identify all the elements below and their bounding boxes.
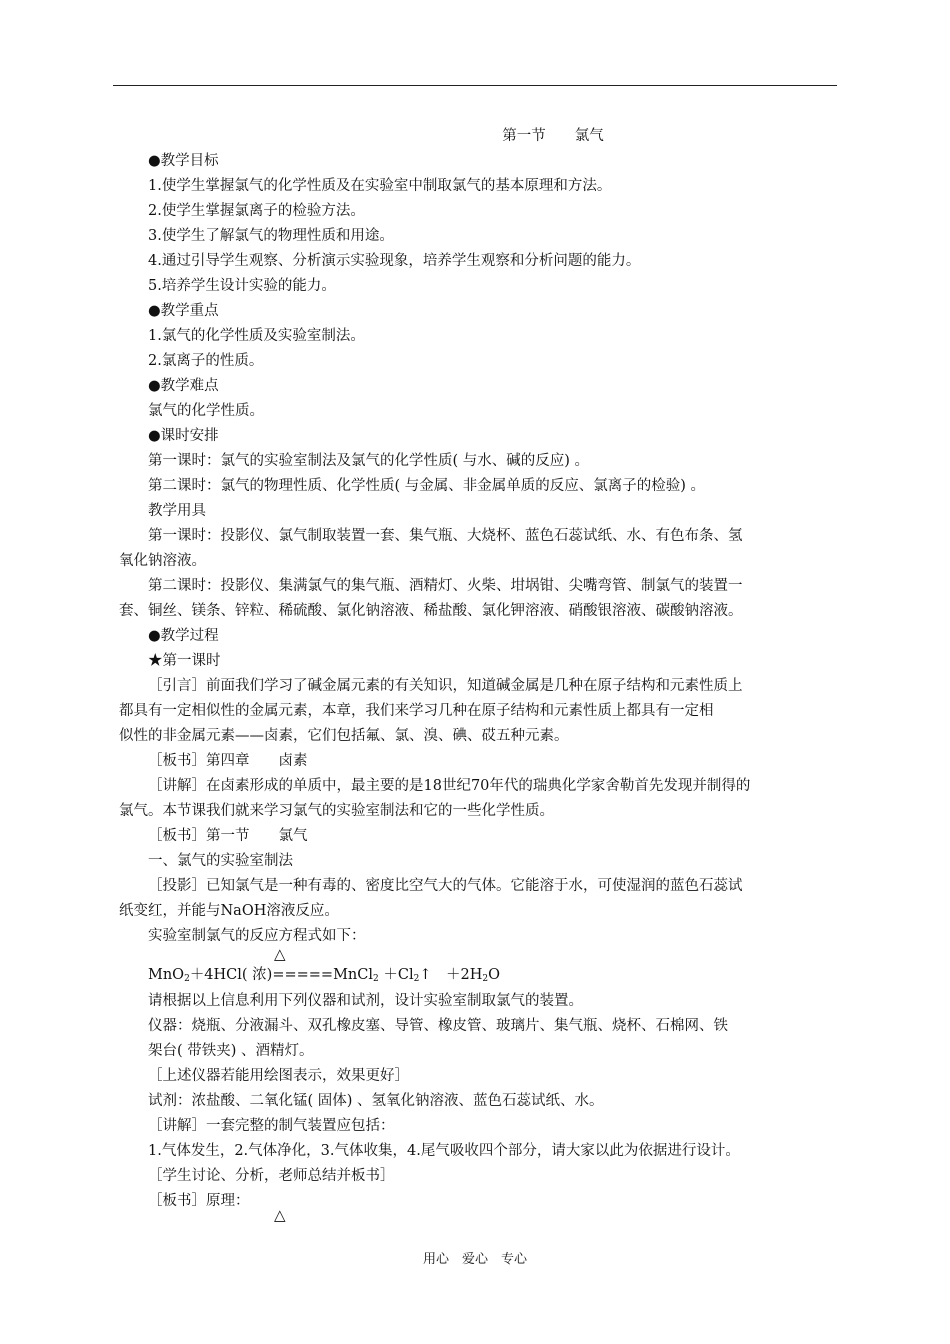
explain-setup: ［讲解］一套完整的制气装置应包括：: [148, 1118, 395, 1134]
schedule-lesson-1: 第一课时：氯气的实验室制法及氯气的化学性质( 与水、碱的反应) 。: [148, 453, 590, 469]
heat-symbol: △: [274, 945, 286, 963]
key-point-1: 1.氯气的化学性质及实验室制法。: [148, 328, 365, 344]
explain-line-2: 氯气。本节课我们就来学习氯气的实验室制法和它的一些化学性质。: [119, 803, 554, 819]
heat-symbol-2: △: [274, 1206, 286, 1224]
heading-difficulty: ●教学难点: [148, 378, 219, 394]
materials-lesson-2-cont: 套、铜丝、镁条、锌粒、稀硫酸、氯化钠溶液、稀盐酸、氯化钾溶液、硝酸银溶液、碳酸钠溶液。: [119, 603, 743, 619]
setup-parts: 1.气体发生，2.气体净化，3.气体收集，4.尾气吸收四个部分，请大家以此为依据进行设计。: [148, 1143, 740, 1159]
equation-formula: MnO$_2$＋4HCl( 浓)=====MnCl$_2$ $+Cl_2↑$ $+2H_2O$: [148, 967, 500, 984]
projection-line-2: 纸变红，并能与NaOH溶液反应。: [119, 903, 339, 919]
board-chapter: ［板书］第四章 卤素: [148, 753, 308, 769]
heading-materials: 教学用具: [148, 503, 206, 519]
reaction-equation: [148, 945, 838, 989]
lesson-1-heading: ★第一课时: [148, 653, 221, 669]
key-point-2: 2.氯离子的性质。: [148, 353, 264, 369]
subheading-lab-prep: 一、氯气的实验室制法: [148, 853, 293, 869]
heading-objectives: ●教学目标: [148, 153, 219, 169]
projection-line-1: ［投影］已知氯气是一种有毒的、密度比空气大的气体。它能溶于水，可使湿润的蓝色石蕊试: [148, 878, 743, 894]
schedule-lesson-2: 第二课时：氯气的物理性质、化学性质( 与金属、非金属单质的反应、氯离子的检验) 。: [148, 478, 706, 494]
materials-lesson-2: 第二课时：投影仪、集满氯气的集气瓶、酒精灯、火柴、坩埚钳、尖嘴弯管、制氯气的装置一: [148, 578, 743, 594]
intro-line-3: 似性的非金属元素——卤素，它们包括氟、氯、溴、碘、砹五种元素。: [119, 728, 569, 744]
header-rule: [113, 85, 837, 86]
discussion-note: ［学生讨论、分析，老师总结并板书］: [148, 1168, 395, 1184]
heading-schedule: ●课时安排: [148, 428, 219, 444]
materials-lesson-1-cont: 氧化钠溶液。: [119, 553, 206, 569]
intro-line-2: 都具有一定相似性的金属元素，本章，我们来学习几种在原子结构和元素性质上都具有一定相: [119, 703, 714, 719]
objective-2: 2.使学生掌握氯离子的检验方法。: [148, 203, 365, 219]
page-footer: 用心 爱心 专心: [422, 1252, 527, 1267]
heading-key-points: ●教学重点: [148, 303, 219, 319]
document-body: [119, 124, 838, 1214]
section-title: 第一节 氯气: [502, 128, 604, 144]
objective-4: 4.通过引导学生观察、分析演示实验现象，培养学生观察和分析问题的能力。: [148, 253, 641, 269]
objective-1: 1.使学生掌握氯气的化学性质及在实验室中制取氯气的基本原理和方法。: [148, 178, 612, 194]
difficulty-text: 氯气的化学性质。: [148, 403, 264, 419]
design-prompt: 请根据以上信息利用下列仪器和试剂，设计实验室制取氯气的装置。: [148, 993, 583, 1009]
instruments-line-1: 仪器：烧瓶、分液漏斗、双孔橡皮塞、导管、橡皮管、玻璃片、集气瓶、烧杯、石棉网、铁: [148, 1018, 728, 1034]
objective-3: 3.使学生了解氯气的物理性质和用途。: [148, 228, 394, 244]
equation-intro: 实验室制氯气的反应方程式如下：: [148, 928, 366, 944]
materials-lesson-1: 第一课时：投影仪、氯气制取装置一套、集气瓶、大烧杯、蓝色石蕊试纸、水、有色布条、氢: [148, 528, 743, 544]
instruments-line-2: 架台( 带铁夹) 、酒精灯。: [148, 1043, 314, 1059]
explain-line-1: ［讲解］在卤素形成的单质中，最主要的是18世纪70年代的瑞典化学家舍勒首先发现并制得的: [148, 778, 751, 794]
drawing-note: ［上述仪器若能用绘图表示，效果更好］: [148, 1068, 409, 1084]
objective-5: 5.培养学生设计实验的能力。: [148, 278, 336, 294]
board-principle: ［板书］原理：: [148, 1193, 250, 1209]
heading-process: ●教学过程: [148, 628, 219, 644]
reagents-line: 试剂：浓盐酸、二氧化锰( 固体) 、氢氧化钠溶液、蓝色石蕊试纸、水。: [148, 1093, 604, 1109]
board-section: ［板书］第一节 氯气: [148, 828, 308, 844]
intro-line-1: ［引言］前面我们学习了碱金属元素的有关知识，知道碱金属是几种在原子结构和元素性质上: [148, 678, 743, 694]
